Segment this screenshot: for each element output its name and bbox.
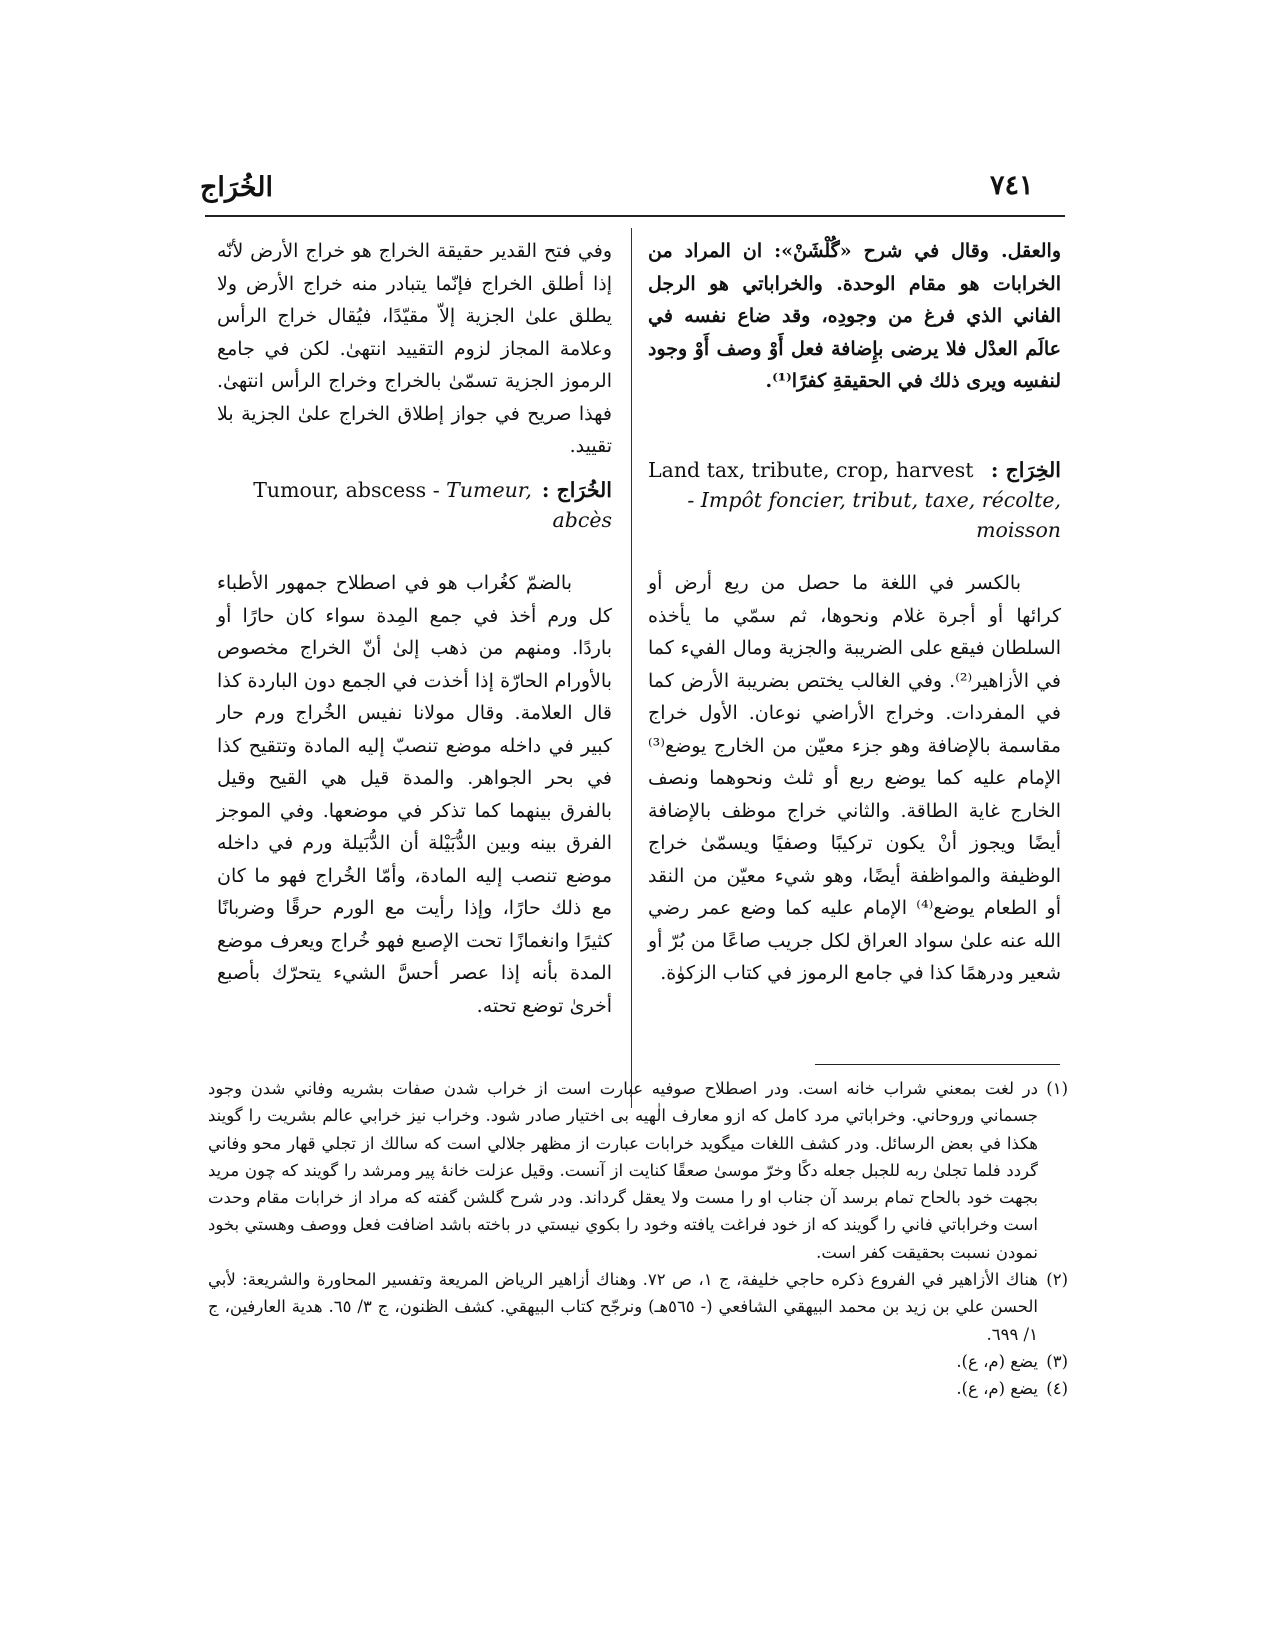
entry-english-gloss: Land tax, tribute, crop, harvest	[648, 458, 974, 482]
footnote-text: يضع (م، ع).	[956, 1351, 1038, 1371]
footnote-text: يضع (م، ع).	[956, 1379, 1038, 1399]
entry-english-gloss: Tumour, abscess -	[253, 478, 440, 502]
entry-french-gloss: Tumeur,	[446, 478, 532, 502]
header-rule	[205, 215, 1065, 217]
entry-french-gloss-cont: abcès	[552, 508, 612, 532]
footnote	[208, 1075, 1068, 1266]
entry-term: الخُرَاج :	[541, 478, 612, 502]
footnote-text: در لغت بمعني شراب خانه است. ودر اصطلاح صوفيه عبارت است از خراب شدن صفات بشريه وفاني شدن وجود جسماني وروحاني. وخراباتي مرد كامل كه ازو معارف الٰهيه بى اختيار صادر شود. وخراب نيز خرابي عالم بشريت را گويند هكذا في بعض الرسائل. ودر كشف اللغات ميگويد خرابات عبارت از مظهر جلالي است كه سالك از تجلي قهار محو وفاني گردد فلما تجلىٰ ربه للجبل جعله دكًا وخرّ موسىٰ صعقًا كنايت از آنست. وقيل عزلت خانهٔ پير ومرشد را گويند كه چون مريد بجهت خود بالحاح تمام برسد آن جناب او را مست ولا يعقل گرداند. ودر شرح گلشن گفته كه مراد از خرابات مقام وحدت است وخراباتي فاني را گويند كه از خود فراغت يافته وخود را بكوي نيستي در باخته باشد اضافت فعل ووصف وهستي بخود نمودن نسبت بحقيقت كفر است.	[208, 1079, 1039, 1262]
footnote-number: (١)	[1046, 1079, 1068, 1098]
footnote-number: (٣)	[1046, 1351, 1068, 1371]
footnotes	[208, 1075, 1068, 1403]
running-head-title: الخُرَاج	[200, 172, 273, 203]
footnote-rule	[815, 1064, 1060, 1065]
footnote	[208, 1348, 1068, 1375]
footnote	[208, 1375, 1068, 1402]
footnote-text: هناك الأزاهير في الفروع ذكره حاجي خليفة، ج ١، ص ٧٢. وهناك أزاهير الرياض المريعة وتفسير المحاورة والشريعة: لأبي الحسن علي بن زيد بن محمد البيهقي الشافعي (- ٥٦٥هـ) ونرجّح كتاب البيهقي. كشف الظنون، ج ٣/ ٦٥. هدية العارفين، ج ١/ ٦٩٩.	[208, 1270, 1039, 1344]
footnote	[208, 1266, 1068, 1348]
right-column-body: بالكسر في اللغة ما حصل من ريع أرض أو كرائها أو أجرة غلام ونحوها، ثم سمّي ما يأخذه السلطان فيقع على الضريبة والجزية ومال الفيء كما في الأزاهير⁽²⁾. وفي الغالب يختص بضريبة الأرض كما في المفردات. وخراج الأراضي نوعان. الأول خراج مقاسمة بالإضافة وهو جزء معيّن من الخارج يوضع⁽³⁾ الإمام عليه كما يوضع ربع أو ثلث ونحوهما ونصف الخارج غاية الطاقة. والثاني خراج موظف بالإضافة أيضًا ويجوز أنْ يكون تركيبًا وصفيًا ويسمّىٰ خراج الوظيفة والمواظفة أيضًا، وهو شيء معيّن من النقد أو الطعام يوضع⁽⁴⁾ الإمام عليه كما وضع عمر رضي الله عنه علىٰ سواد العراق لكل جريب صاعًا من بُرّ أو شعير ودرهمًا كذا في جامع الرموز في كتاب الزكوٰة.	[648, 572, 1061, 984]
entry-heading-kharaj-tax	[648, 455, 1061, 545]
entry-french-gloss: - Impôt foncier, tribut, taxe, récolte, moisson	[687, 488, 1061, 542]
right-column-intro: والعقل. وقال في شرح «گُلْشَنْ»: ان المراد من الخرابات هو مقام الوحدة. والخراباتي هو الرجل الفاني الذي فرغ من وجودِه، وقد ضاع نفسه في عالَم العدْل فلا يرضى بإِضافة فعل أَوْ وصف أَوْ وجود لنفسِه ويرى ذلك في الحقيقةِ كفرًا⁽¹⁾.	[648, 240, 1061, 392]
footnote-number: (٢)	[1046, 1270, 1068, 1290]
column-divider	[631, 228, 632, 1108]
entry-heading-khuraj-tumour	[217, 475, 612, 535]
left-column-intro: وفي فتح القدير حقيقة الخراج هو خراج الأرض لأنّه إذا أطلق الخراج فإنّما يتبادر منه خراج الأرض ولا يطلق علىٰ الجزية إلاّ مقيّدًا، فيُقال خراج الرأس وعلامة المجاز لزوم التقييد انتهىٰ. لكن في جامع الرموز الجزية تسمّىٰ بالخراج وخراج الرأس انتهىٰ. فهذا صريح في جواز إطلاق الخراج علىٰ الجزية بلا تقييد.	[217, 240, 612, 457]
entry-term: الخِرَاج :	[990, 458, 1061, 482]
page-number: ٧٤١	[990, 170, 1034, 201]
footnote-number: (٤)	[1046, 1379, 1068, 1399]
left-column-body: بالضمّ كغُراب هو في اصطلاح جمهور الأطباء كل ورم أخذ في جمع المِدة سواء كان حارًا أو باردًا. ومنهم من ذهب إلىٰ أنّ الخراج مخصوص بالأورام الحارّة إذا أخذت في الجمع دون الباردة كذا قال العلامة. وقال مولانا نفيس الخُراج ورم حار كبير في داخله موضع تنصبّ إليه المادة وتتقيح كذا في بحر الجواهر. والمدة قيل هي القيح وقيل بالفرق بينهما كما تذكر في موضعها. وفي الموجز الفرق بينه وبين الدُّبَيْلة أن الدُّبَيلة ورم في داخله موضع تنصب إليه المادة، وأمّا الخُراج فهو ما كان مع ذلك حارًا، وإذا رأيت مع الورم حرقًا وضربانًا كثيرًا وانغمازًا تحت الإصبع فهو خُراج ويعرف موضع المدة بأنه إذا عصر أحسَّ الشيء يتحرّك بأصبع أخرىٰ توضع تحته.	[217, 572, 612, 1017]
